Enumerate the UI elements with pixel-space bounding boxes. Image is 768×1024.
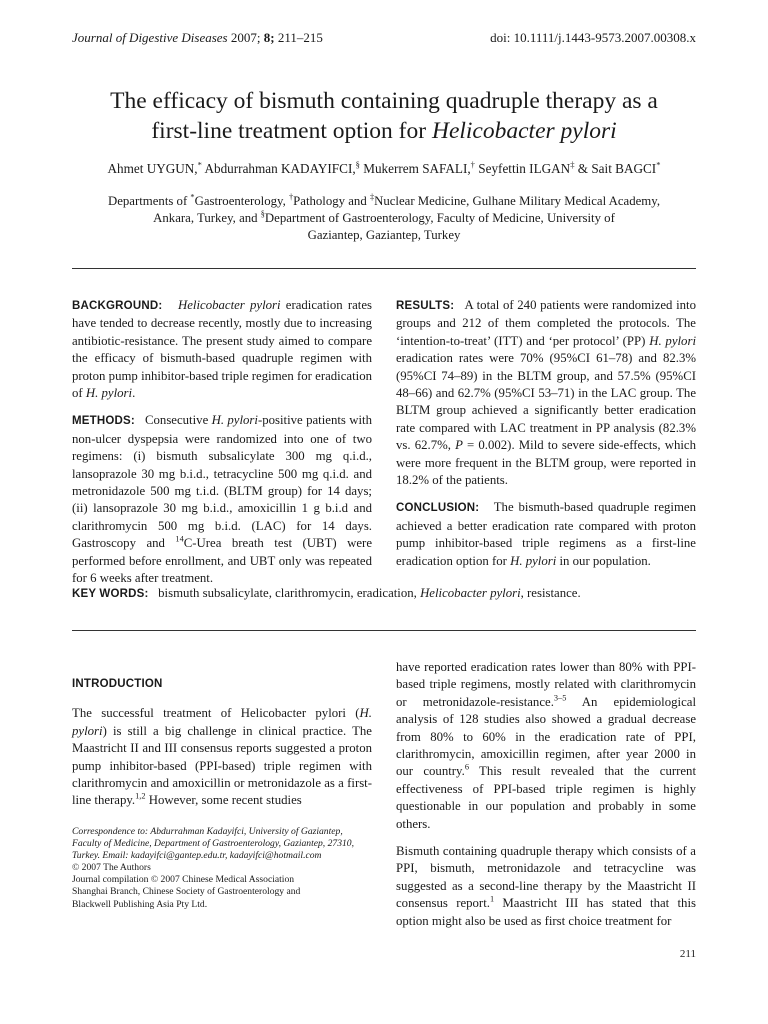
correspondence-footnote: Correspondence to: Abdurrahman Kadayifci, University of Gaziantep, Faculty of Medicine, Department of Gastroenterology, Gaziantep, 27310, Turkey. Email: kadayifci@gantep.edu.tr, kadayifci@hotmail.com © 2007 The Authors Journal compilation © 2007 Chinese Medical Association Shanghai Branch, Chinese Society of Gastroenterology and Blackwell Publishing Asia Pty Ltd.: [72, 826, 354, 910]
intro-paragraph-2: have reported eradication rates lower than 80% with PPI-based triple regimens, mostly related with clarithromycin or metronidazole-resistance.$^{3-5}$ An epidemiological analysis of 128 studies also showed a gradual decrease from 80% to 60% in the eradication rate of PPI, clarithromycin, amoxicillin regimen, after year 2000 in our country.$^6$ This result revealed that the current effectiveness of PPI-based triple regimen is highly questionable in our population and probably in some others.: [396, 660, 697, 831]
intro-heading: INTRODUCTION: [72, 678, 163, 690]
intro-right-column: [396, 659, 696, 940]
affiliations: Departments of *Gastroenterology, †Pathology and ‡Nuclear Medicine, Gulhane Military Medical Academy, Ankara, Turkey, and §Department of Gastroenterology, Faculty of Medicine, University of Gaziantep, Gaziantep, Turkey: [107, 192, 661, 242]
results-label: RESULTS:: [396, 300, 455, 312]
journal-volume: 8;: [263, 30, 275, 45]
journal-year: 2007;: [230, 30, 261, 45]
conclusion-label: CONCLUSION:: [396, 502, 480, 515]
intro-paragraph-1: The successful treatment of Helicobacter pylori (H. pylori) is still a big challenge in clinical practice. The Maastricht II and III consensus reports suggested a proton pump inhibitor-based (PPI-based) triple regimen with clarithromycin and amoxicillin or metronidazole as a first-line therapy.$^{1,2}$ However, some recent studies: [72, 706, 372, 808]
page-number: 211: [679, 948, 696, 960]
journal-pages: 211–215: [277, 30, 323, 45]
background-label: BACKGROUND:: [72, 300, 163, 312]
divider-top: [72, 268, 696, 269]
methods-label: METHODS:: [72, 415, 135, 428]
article-title: The efficacy of bismuth containing quadruple therapy as a first-line treatment option for Helicobacter pylori: [110, 88, 658, 144]
author-list: Ahmet UYGUN,* Abdurrahman KADAYIFCI,§ Mukerrem SAFALI,† Seyfettin ILGAN‡ & Sait BAGCI*: [107, 159, 661, 176]
doi: doi: 10.1111/j.1443-9573.2007.00308.x: [490, 30, 696, 45]
abstract-conclusion: CONCLUSION: The bismuth-based quadruple regimen achieved a better eradication rate compared with proton pump inhibitor-based triple regimens as a first-line eradication option for H. pylori in our population.: [396, 500, 696, 568]
intro-paragraph-3: Bismuth containing quadruple therapy which consists of a PPI, bismuth, metronidazole and tetracycline was suggested as a second-line therapy by the Maastricht II consensus report.$^1$ Maastricht III has stated that this option might also be used as first choice treatment for: [396, 844, 696, 928]
divider-bottom: [72, 630, 696, 631]
running-header-citation: [72, 30, 323, 46]
abstract-methods: METHODS: Consecutive H. pylori-positive patients with non-ulcer dyspepsia were randomized into one of two regimens: (i) bismuth subsalicylate 300 mg q.i.d., lansoprazole 30 mg b.i.d., tetracycline 500 mg q.i.d. and metronidazole 500 mg t.i.d. (BLTM group) for 14 days; (ii) lansoprazole 30 mg b.i.d., amoxicillin 1 g b.i.d and clarithromycin 500 mg b.i.d. (LAC) for 14 days. Gastroscopy and $^{14}$C-Urea breath test (UBT) were performed before enrollment, and UBT only was repeated for 6 weeks after treatment.: [72, 413, 372, 586]
keywords: KEY WORDS: bismuth subsalicylate, clarithromycin, eradication, Helicobacter pylori, resistance.: [72, 586, 581, 600]
abstract-results: RESULTS: A total of 240 patients were randomized into groups and 212 of them completed the protocols. The ‘intention-to-treat’ (ITT) and ‘per protocol’ (PP) H. pylori eradication rates were 70% (95%CI 61–78) and 82.3% (95%CI 74–89) in the BLTM group, and 57.5% (95%CI 48–66) and 62.7% (95%CI 53–71) in the LAC group. The BLTM group achieved a significantly better eradication rate compared with LAC treatment in PP analysis (82.3% vs. 62.7%, P = 0.002). Mild to severe side-effects, which were more frequent in the BLTM group, were reported in 18.2% of the patients.: [396, 298, 697, 488]
journal-name: Journal of Digestive Diseases: [72, 30, 228, 45]
intro-left-column: [72, 676, 372, 820]
abstract-left-column: [72, 297, 372, 598]
abstract-right-column: [396, 297, 696, 580]
keywords-label: KEY WORDS:: [72, 588, 149, 600]
abstract-background: BACKGROUND: Helicobacter pylori eradication rates have tended to decrease recently, mostly due to increasing antibiotic-resistance. The present study aimed to compare the efficacy of bismuth-based quadruple regimen with proton pump inhibitor-based triple regimen for eradication of H. pylori.: [72, 298, 372, 401]
